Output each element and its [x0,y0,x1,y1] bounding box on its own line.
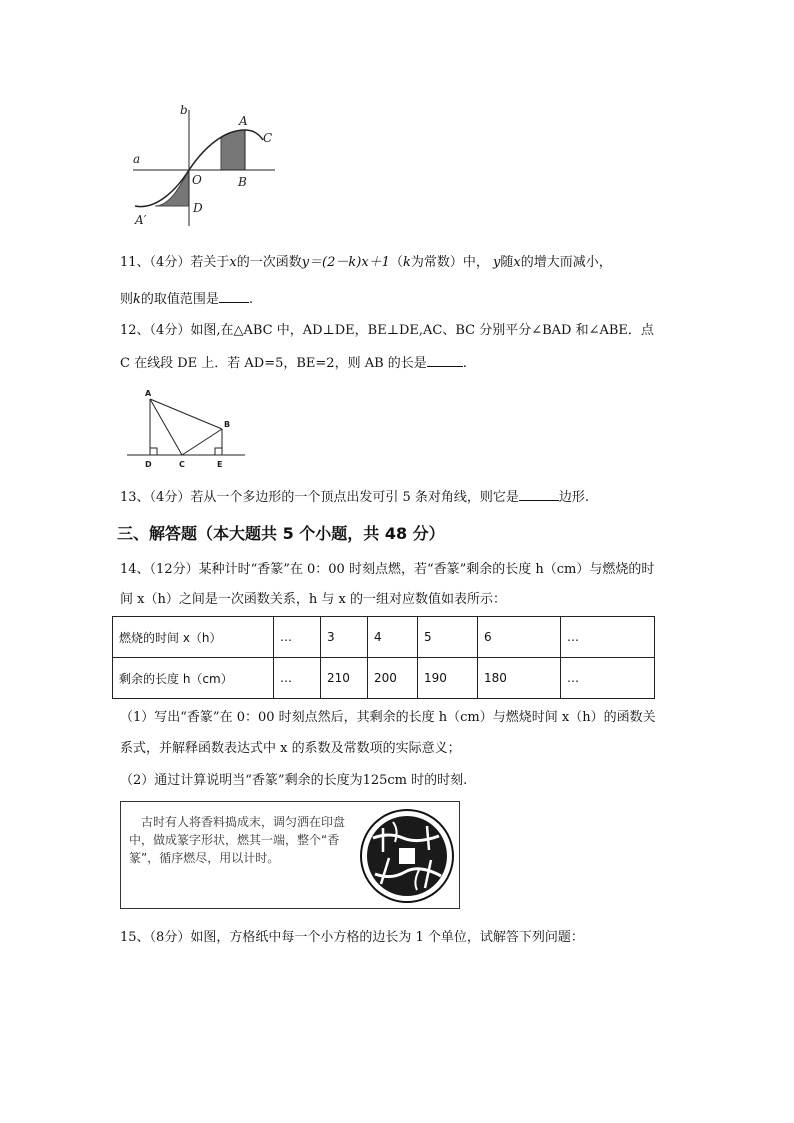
label-O: O [192,173,202,187]
q12-line2 [120,354,467,373]
q12-text: 如图,在△ABC 中，AD⊥DE，BE⊥DE,AC、BC 分别平分∠BAD 和∠ABE．点 [190,323,654,338]
q12-line1 [120,322,654,340]
table-cell: 190 [418,658,478,699]
table-cell: … [561,617,655,658]
table-cell: 210 [321,658,368,699]
function-graph-figure [125,100,285,232]
segment-ab [150,399,222,429]
label-A: A [239,114,248,128]
label-E: E [217,460,223,469]
table-cell: 剩余的长度 h（cm） [113,658,274,699]
seal-image [359,808,455,904]
q11-text: 则 [120,292,134,307]
table-cell: 200 [368,658,418,699]
q12-text: . [462,356,467,371]
q14-part1-line1 [120,709,656,727]
note-box [120,801,460,909]
q11-formula: y＝(2－k)x＋1 [301,255,390,270]
data-table [112,616,655,699]
segment-ac [150,399,182,455]
q14-line1 [120,561,654,579]
label-C: C [263,131,273,145]
table-cell: … [274,617,321,658]
q11-text: 若关于 [190,255,230,270]
label-C: C [179,460,185,469]
table-cell: … [274,658,321,699]
triangle-figure [125,385,250,473]
q11-text: 为常数）中， [410,255,489,270]
q14-part1-line2 [120,740,461,758]
q14-text: 系式，并解释函数表达式中 x 的系数及常数项的实际意义； [120,741,461,756]
q13-text: 若从一个多边形的一个顶点出发可引 5 条对角线，则它是 [190,490,519,505]
table-cell: 4 [368,617,418,658]
q12-text: C 在线段 DE 上．若 AD=5，BE=2，则 AB 的长是 [120,356,427,371]
table-cell: 180 [478,658,561,699]
q11-text: . [248,292,254,307]
q11-var: k [133,292,141,307]
table-row [113,617,655,658]
q14-number: 14、（12分） [120,562,199,577]
q15-text: 如图，方格纸中每一个小方格的边长为 1 个单位，试解答下列问题： [190,930,584,945]
q15-number: 15、（8分） [120,930,191,945]
q14-part2 [120,772,467,790]
answer-blank[interactable] [219,290,249,303]
label-B: B [224,420,231,429]
label-A-prime: A′ [135,213,147,227]
table-row [113,658,655,699]
segment-bc [182,429,222,455]
q11-line1 [120,254,612,272]
q14-line2 [120,591,506,609]
q11-var: x [229,255,237,270]
q11-number: 11、（4分） [120,255,191,270]
q11-var: k [402,255,411,270]
table-cell: 5 [418,617,478,658]
q13-line [120,488,589,507]
q13-text: 边形. [558,490,590,505]
label-B: B [238,175,247,189]
q11-var: x [513,255,521,270]
q14-text: 间 x（h）之间是一次函数关系，h 与 x 的一组对应数值如表所示： [120,592,506,607]
q12-number: 12、（4分） [120,323,191,338]
q11-text: 随 [500,255,514,270]
q13-number: 13、（4分） [120,490,191,505]
label-A: A [145,389,152,398]
q11-line2 [120,290,253,309]
q11-text: （ [389,255,403,270]
q11-text: 的取值范围是 [140,292,219,307]
table-cell: 6 [478,617,561,658]
table-cell: … [561,658,655,699]
q15-line [120,929,584,947]
label-a: a [133,152,141,166]
q14-text: （2）通过计算说明当“香篆”剩余的长度为125cm 时的时刻. [120,773,468,788]
answer-blank[interactable] [519,488,559,501]
table-cell: 3 [321,617,368,658]
q14-text: （1）写出“香篆”在 0：00 时刻点然后，其剩余的长度 h（cm）与燃烧时间 x（h）的函数关 [120,710,656,725]
label-b: b [180,103,188,117]
q11-var: y [493,255,501,270]
answer-blank[interactable] [427,354,463,367]
label-D: D [193,201,203,215]
q11-text: 的增大而减小， [520,255,612,270]
table-cell: 燃烧的时间 x（h） [113,617,274,658]
note-text: 古时有人将香料捣成末，调匀洒在印盘中，做成篆字形状，燃其一端，整个“香篆”，循序燃尽，用以计时。 [129,815,346,865]
right-angle-d [150,448,157,455]
q14-text: 某种计时“香篆”在 0：00 时刻点燃，若“香篆”剩余的长度 h（cm）与燃烧的时 [198,562,655,577]
section-heading: 三、解答题（本大题共 5 个小题，共 48 分） [117,524,445,543]
right-angle-e [215,448,222,455]
label-D: D [145,460,152,469]
q11-text: 的一次函数 [236,255,302,270]
